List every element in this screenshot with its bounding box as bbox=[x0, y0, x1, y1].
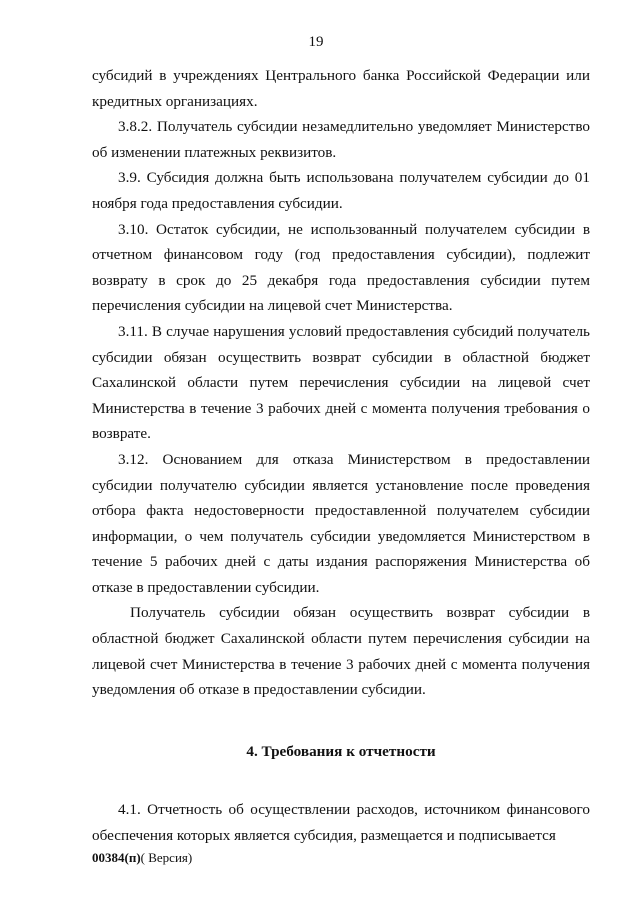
document-version: ( Версия) bbox=[140, 850, 193, 865]
paragraph-3-10: 3.10. Остаток субсидии, не использованный получателем субсидии в отчетном финансовом году (год предоставления субсидии), подлежит возврату в срок до 25 декабря года предоставления субсидии путем перечисления субсидии на лицевой счет Министерства. bbox=[92, 220, 590, 315]
section-heading: 4. Требования к отчетности bbox=[246, 742, 436, 760]
paragraph-refund: Получатель субсидии обязан осуществить возврат субсидии в областной бюджет Сахалинской области путем перечисления субсидии на лицевой счет Министерства в течение 3 рабочих дней с момента получения уведомления об отказе в предоставлении субсидии. bbox=[92, 604, 590, 699]
paragraph-3-11: 3.11. В случае нарушения условий предоставления субсидий получатель субсидии обязан осуществить возврат субсидии в областной бюджет Сахалинской области путем перечисления субсидии на лицевой счет Министерства в течение 3 рабочих дней с момента получения требования о возврате. bbox=[92, 322, 590, 443]
paragraph-3-12: 3.12. Основанием для отказа Министерством в предоставлении субсидии получателю субсидии является установление после проведения отбора факта недостоверности предоставленной получателем субсидии информации, о чем получатель субсидии уведомляется Министерством в течение 5 рабочих дней с даты издания распоряжения Министерства об отказе в предоставлении субсидии. bbox=[92, 450, 590, 596]
paragraph-continuation: субсидий в учреждениях Центрального банка Российской Федерации или кредитных организациях. bbox=[92, 67, 590, 110]
paragraph-4-1: 4.1. Отчетность об осуществлении расходов, источником финансового обеспечения которых является субсидия, размещается и подписывается bbox=[92, 801, 590, 845]
paragraph-3-9: 3.9. Субсидия должна быть использована получателем субсидии до 01 ноября года предоставления субсидии. bbox=[92, 169, 590, 212]
document-footer bbox=[92, 850, 192, 866]
document-code: 00384(п) bbox=[92, 850, 141, 865]
document-body bbox=[92, 63, 590, 849]
page-number: 19 bbox=[308, 34, 324, 50]
paragraph-3-8-2: 3.8.2. Получатель субсидии незамедлительно уведомляет Министерство об изменении платежных реквизитов. bbox=[92, 118, 590, 161]
